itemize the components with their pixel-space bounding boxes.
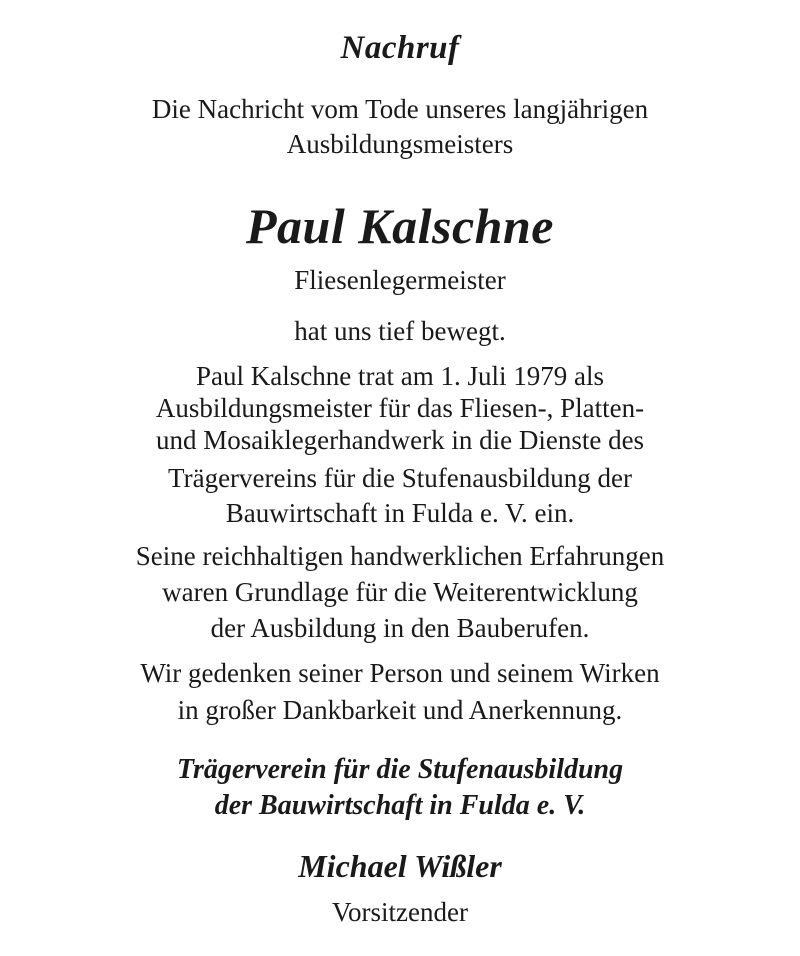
heading: Nachruf — [340, 30, 460, 66]
statement: hat uns tief bewegt. — [294, 316, 506, 346]
deceased-profession: Fliesenlegermeister — [294, 265, 506, 295]
paragraph-1-line: Bauwirtschaft in Fulda e. V. ein. — [225, 498, 575, 528]
signatory-name: Michael Wißler — [298, 848, 502, 884]
deceased-name: Paul Kalschne — [246, 198, 554, 254]
paragraph-1-line: Trägervereins für die Stufenausbildung der — [168, 463, 632, 493]
paragraph-1-line: Ausbildungsmeister für das Fliesen-, Platten- — [155, 393, 645, 423]
paragraph-2-line: waren Grundlage für die Weiterentwicklung — [162, 577, 638, 607]
paragraph-1-line: Paul Kalschne trat am 1. Juli 1979 als — [196, 361, 604, 391]
intro-line-2: Ausbildungsmeisters — [286, 129, 514, 159]
paragraph-2-line: der Ausbildung in den Bauberufen. — [210, 613, 590, 643]
paragraph-1-line: und Mosaiklegerhandwerk in die Dienste des — [155, 425, 645, 455]
signatory-role: Vorsitzender — [332, 897, 468, 927]
organization-line-2: der Bauwirtschaft in Fulda e. V. — [214, 790, 586, 821]
paragraph-3-line: Wir gedenken seiner Person und seinem Wirken — [140, 658, 660, 688]
intro-line-1: Die Nachricht vom Tode unseres langjährigen — [151, 94, 649, 124]
paragraph-2-line: Seine reichhaltigen handwerklichen Erfahrungen — [135, 541, 665, 571]
paragraph-3-line: in großer Dankbarkeit und Anerkennung. — [177, 695, 623, 725]
organization-line-1: Trägerverein für die Stufenausbildung — [176, 754, 624, 785]
